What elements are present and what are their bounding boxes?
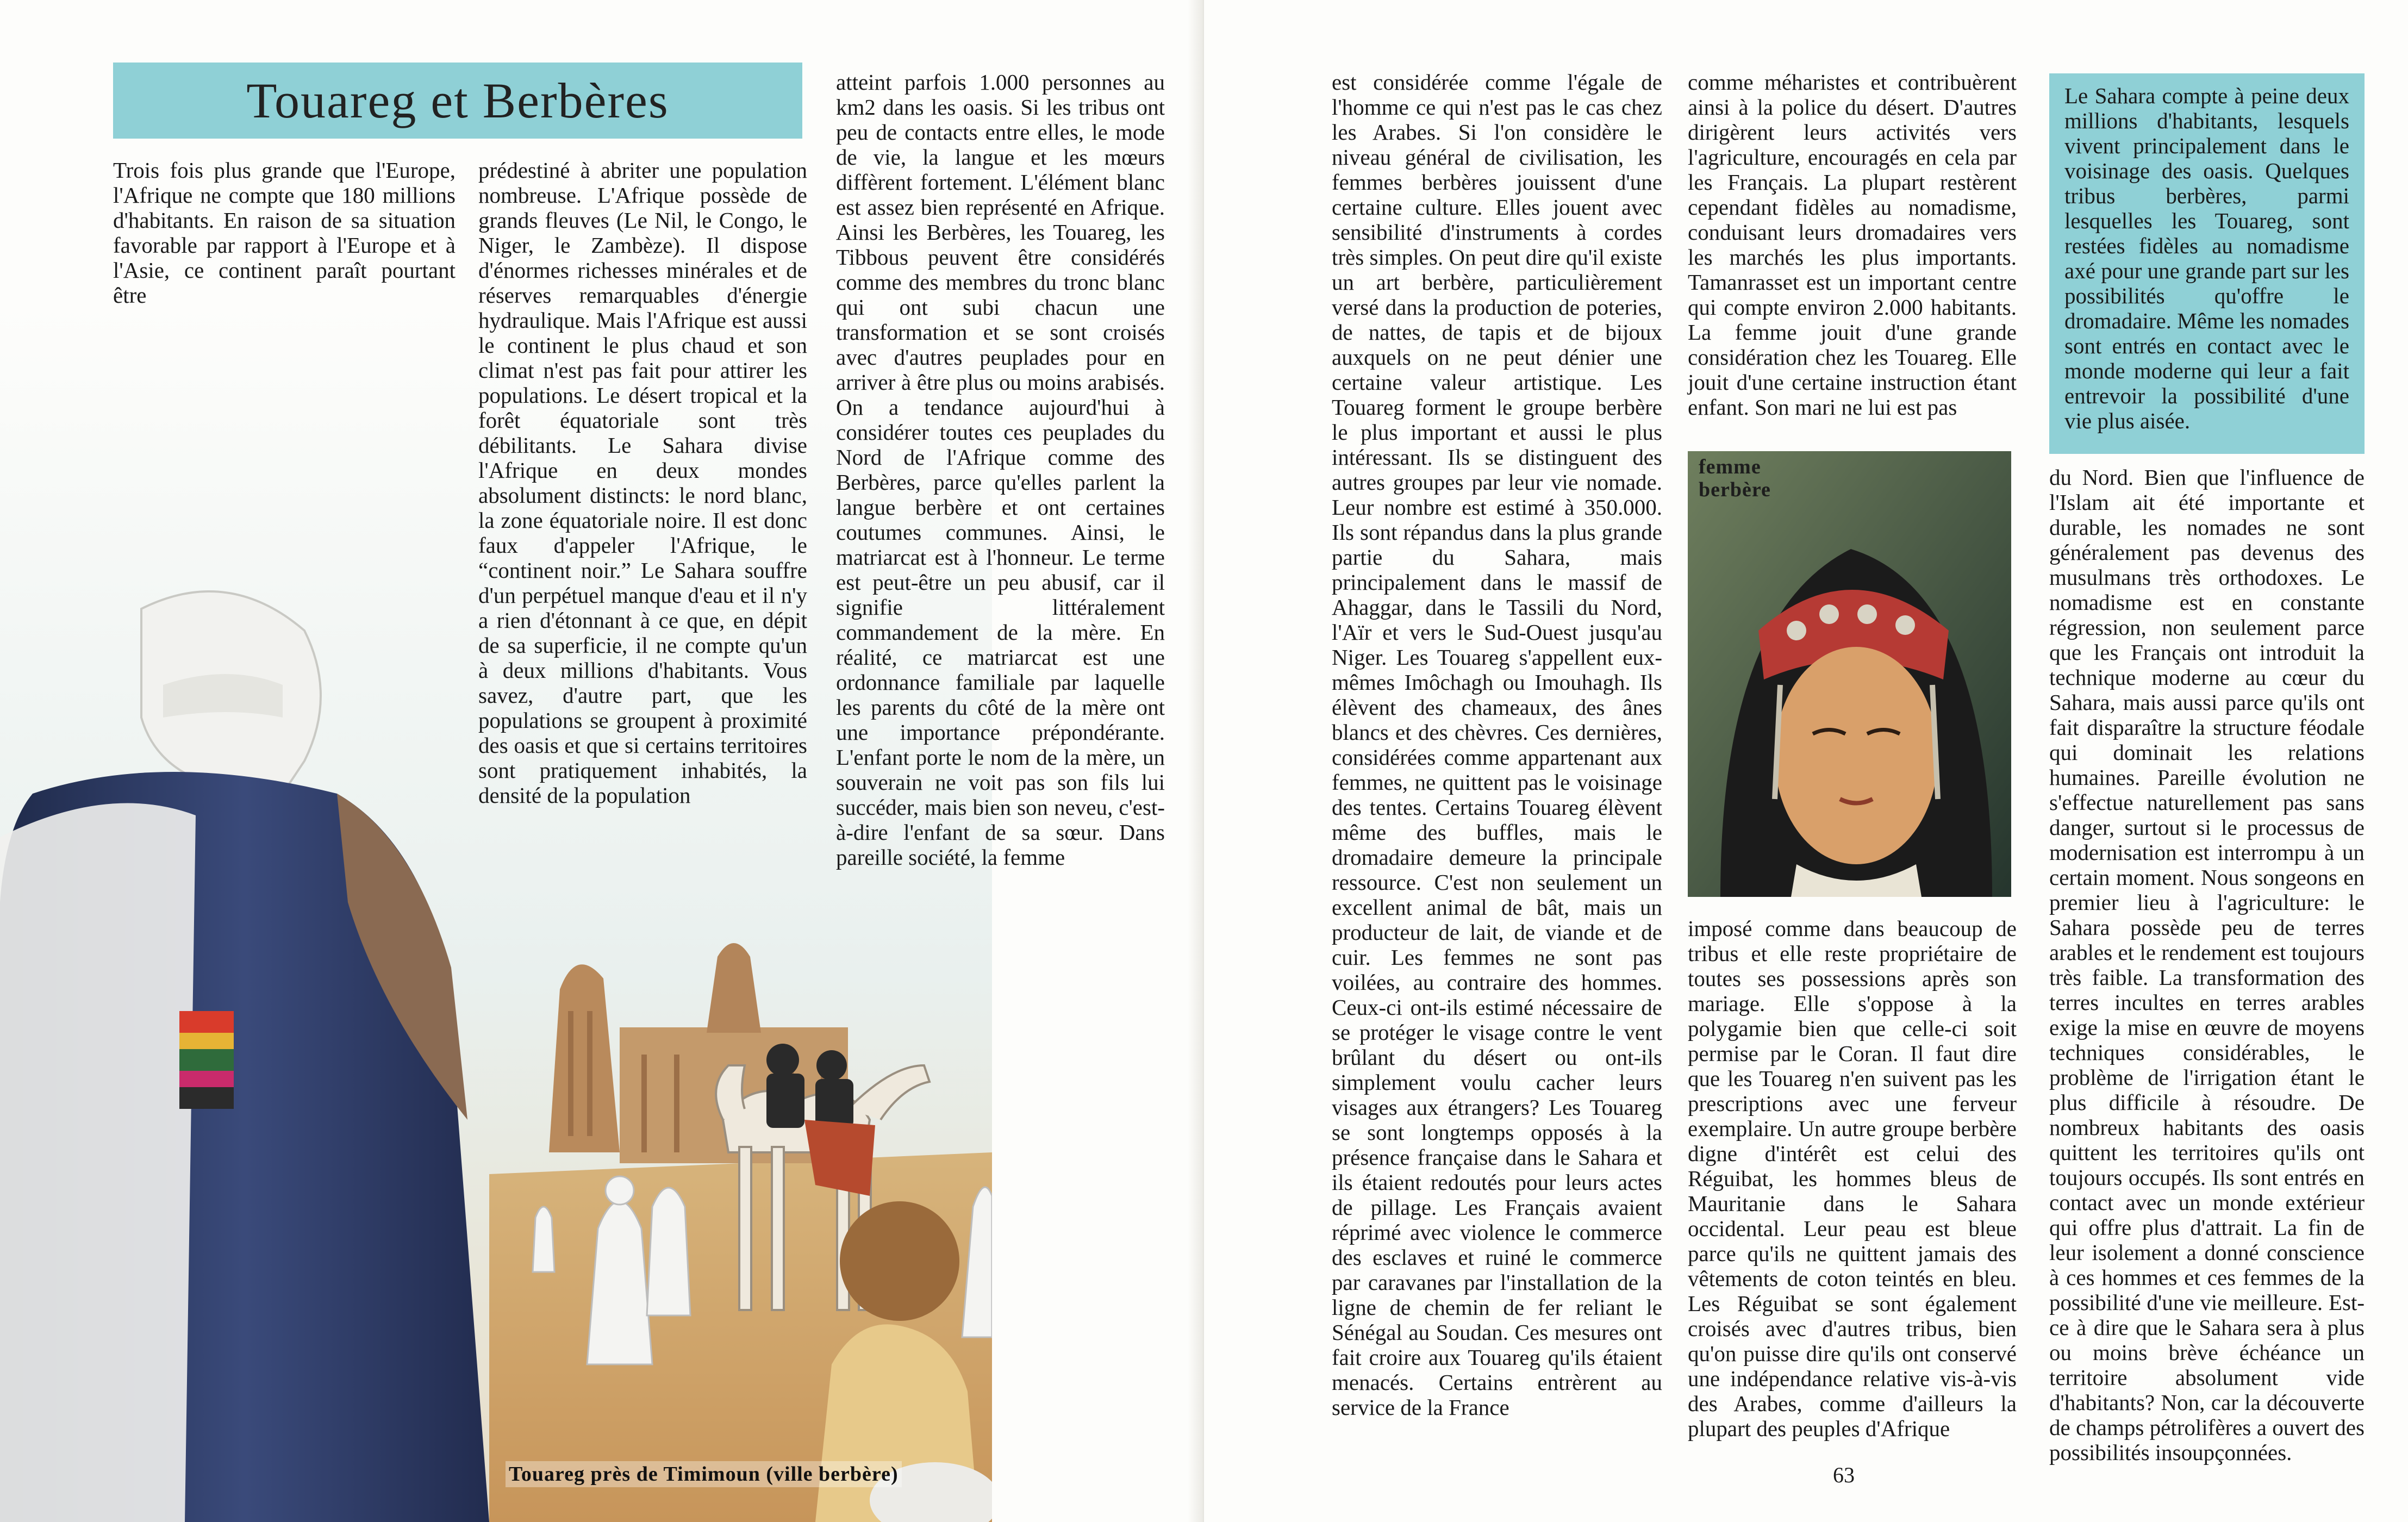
left-column-1 [113,158,456,308]
summary-box-text: Le Sahara compte à peine deux millions d'habitants, lesquels vivent principalement dans le voisinage des oasis. Quelques tribus berbères, parmi lesquelles les Touareg, sont restées fidèles au nomadisme axé pour une grande part sur les possibilités qu'offre le dromadaire. Même les nomades sont entrés en contact avec le monde moderne qui leur a fait entrevoir la possibilité d'une vie plus aisée. [2064,83,2349,433]
right-column-1 [1332,70,1662,1420]
right-column-2-top-text: comme méharistes et contribuèrent ainsi à la police du désert. D'autres dirigèrent leurs activités vers l'agriculture, encouragés en cela par les Français. La plupart restèrent cependant fidèles au nomadisme, conduisant leurs dromadaires vers les marchés les plus importants. Tamanrasset est un important centre qui compte environ 2.000 habitants. La femme jouit d'une grande considération chez les Touareg. Elle jouit d'une certaine instruction étant enfant. Son mari ne lui est pas [1688,70,2017,420]
right-column-3 [2049,465,2365,1465]
page-number: 63 [1833,1463,1855,1487]
page-title: Touareg et Berbères [246,73,669,128]
right-column-2-bottom-text: imposé comme dans beaucoup de tribus et elle reste propriétaire de toutes ses possessions après son mariage. Elle s'oppose à la polygamie bien que celle-ci soit permise par le Coran. Il faut dire que les Touareg n'en suivent pas les prescriptions avec une ferveur exemplaire. Un autre groupe berbère digne d'intérêt est celui des Réguibat, les hommes bleus de Mauritanie dans le Sahara occidental. Leur peau est bleue parce qu'ils ne quittent jamais des vêtements de coton teintés en bleu. Les Réguibat se sont également croisés avec d'autres tribus, bien qu'on puisse dire qu'ils ont conservé une indépendance relative vis-à-vis des Arabes, comme d'ailleurs la plupart des peuples d'Afrique [1688,916,2017,1441]
caption-tuareg: Touareg près de Timimoun (ville berbère) [506,1461,902,1487]
femme-berbere-illustration [1688,451,2011,897]
scarf-stripes [179,1011,234,1109]
left-column-3 [836,70,1165,870]
right-column-3-text: du Nord. Bien que l'influence de l'Islam ait été importante et durable, les nomades ne sont généralement pas devenus des musulmans très orthodoxes. Le nomadisme est en constante régression, non seulement parce que les Français ont introduit la technique moderne au cœur du Sahara, mais aussi parce qu'ils ont fait disparaître la structure féodale qui dominait les relations humaines. Pareille évolution ne s'effectue naturellement pas sans danger, surtout si le processus de modernisation est interrompu à un certain moment. Nous songeons en premier lieu à l'agriculture: le Sahara possède peu de terres arables et le rendement est toujours très faible. La transformation des terres incultes en terres arables exige la mise en œuvre de moyens techniques considérables, le problème de l'irrigation étant le plus difficile à résoudre. De nombreux habitants des oasis quittent les territoires qu'ils ont toujours occupés. Ils sont entrés en contact avec un monde extérieur qui offre plus d'attrait. La fin de leur isolement a donné conscience à ces hommes et ces femmes de la possibilité d'une vie meilleure. Est-ce à dire que le Sahara sera à plus ou moins brève échéance un territoire absolument vide d'habitants? Non, car la découverte de champs pétrolifères a ouvert des possibilités insoupçonnées. [2049,465,2365,1465]
left-column-2 [478,158,807,808]
right-column-2-bottom [1688,916,2017,1441]
caption-femme-line1: femme [1699,456,1761,478]
femme-berbere-painting [1688,451,2011,897]
left-column-1-text: Trois fois plus grande que l'Europe, l'Afrique ne compte que 180 millions d'habitants. En raison de sa situation favorable par rapport à l'Europe et à l'Asie, ce continent paraît pourtant être [113,158,456,308]
title-band [113,63,802,139]
summary-box [2049,73,2365,454]
right-column-1-text: est considérée comme l'égale de l'homme ce qui n'est pas le cas chez les Arabes. Si l'on considère le niveau général de civilisation, les femmes berbères jouissent d'une certaine culture. Elles jouent avec sensibilité d'instruments à cordes très simples. On peut dire qu'il existe un art berbère, particulièrement versé dans la production de poteries, de nattes, de tapis et de bijoux auxquels on ne peut dénier une certaine valeur artistique. Les Touareg forment le groupe berbère le plus important et aussi le plus intéressant. Ils se distinguent des autres groupes par leur vie nomade. Leur nombre est estimé à 350.000. Ils sont répandus dans la plus grande partie du Sahara, mais principalement dans le massif de Ahaggar, dans le Tassili du Nord, l'Aïr et vers le Sud-Ouest jusqu'au Niger. Les Touareg s'appellent eux-mêmes Imôchagh ou Imouhagh. Ils élèvent des chameaux, des ânes blancs et des chèvres. Ces dernières, considérées comme appartenant aux femmes, ne quittent pas le voisinage des tentes. Certains Touareg élèvent même des buffles, mais le dromadaire demeure la principale ressource. C'est non seulement un excellent animal de bât, mais un producteur de lait, de viande et de cuir. Les femmes ne sont pas voilées, au contraire des hommes. Ceux-ci ont-ils estimé nécessaire de se protéger le visage contre le vent brûlant du désert ou ont-ils simplement voulu cacher leurs visages aux étrangers? Les Touareg se sont longtemps opposés à la présence française dans le Sahara et ils étaient redoutés pour leurs actes de pillage. Les Français avaient réprimé avec violence le commerce des esclaves et ruiné le commerce par caravanes par l'installation de la ligne de chemin de fer reliant le Sénégal au Soudan. Ces mesures ont fait croire aux Touareg qu'ils étaient menacés. Certains entrèrent au service de la France [1332,70,1662,1420]
right-column-2-top [1688,70,2017,420]
left-column-2-text: prédestiné à abriter une population nombreuse. L'Afrique possède de grands fleuves (Le Nil, le Congo, le Niger, le Zambèze). Il dispose d'énormes richesses minérales et de réserves remarquables d'énergie hydraulique. Mais l'Afrique est aussi le continent le plus chaud et son climat n'est pas fait pour attirer les populations. Le désert tropical et la forêt équatoriale sont très débilitants. Le Sahara divise l'Afrique en deux mondes absolument distincts: le nord blanc, la zone équatoriale noire. Il est donc faux d'appeler l'Afrique, le “continent noir.” Le Sahara souffre d'un perpétuel manque d'eau et il n'y a rien d'étonnant à ce que, en dépit de sa superficie, il ne compte qu'un à deux millions d'habitants. Vous savez, d'autre part, que les populations se groupent à proximité des oasis et que si certains territoires sont pratiquement inhabités, la densité de la population [478,158,807,808]
caption-femme [1699,456,1771,501]
left-column-3-text: atteint parfois 1.000 personnes au km2 dans les oasis. Si les tribus ont peu de contacts entre elles, le mode de vie, la langue et les mœurs diffèrent fortement. L'élément blanc est assez bien représenté en Afrique. Ainsi les Berbères, les Touareg, les Tibbous peuvent être considérés comme des membres du tronc blanc qui ont subi chacun une transformation et se sont croisés avec d'autres peuplades pour en arriver à être plus ou moins arabisés. On a tendance aujourd'hui à considérer toutes ces peuplades du Nord de l'Afrique comme des Berbères, parce qu'elles parlent la langue berbère et ont certaines coutumes communes. Ainsi, le matriarcat est à l'honneur. Le terme est peut-être un peu abusif, car il signifie littéralement commandement de la mère. En réalité, ce matriarcat est une ordonnance familiale par laquelle les parents du côté de la mère ont une importance prépondérante. L'enfant porte le nom de la mère, un souverain ne voit pas son fils lui succéder, mais bien son neveu, c'est-à-dire l'enfant de sa sœur. Dans pareille société, la femme [836,70,1165,870]
caption-femme-line2: berbère [1699,478,1771,501]
